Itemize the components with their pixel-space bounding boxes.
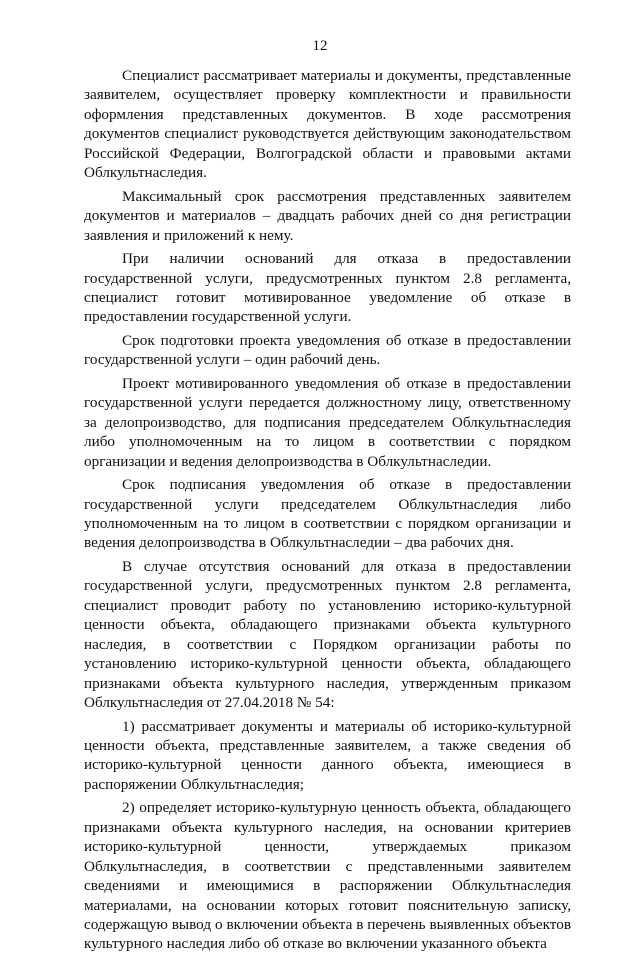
document-body [84,66,571,958]
paragraph: Срок подписания уведомления об отказе в предоставлении государственной услуги председателем Облкультнаследия либо уполномоченным на то лицом в соответствии с порядком организации и ведения делопроизводства в Облкультнаследии – два рабочих дня. [84,476,571,552]
paragraph: Проект мотивированного уведомления об отказе в предоставлении государственной услуги передается должностному лицу, ответственному за делопроизводство, для подписания председателем Облкультнаследия либо уполномоченным на то лицом в соответствии с порядком организации и ведения делопроизводства в Облкультнаследии. [84,374,571,470]
paragraph: В случае отсутствия оснований для отказа в предоставлении государственной услуги, предусмотренных пунктом 2.8 регламента, специалист проводит работу по установлению историко-культурной ценности объекта, обладающего признаками объекта культурного наследия, в соответствии с Порядком организации работы по установлению историко-культурной ценности объекта, обладающего признаками объекта культурного наследия, утвержденным приказом Облкультнаследия от 27.04.2018 № 54: [84,557,571,712]
paragraph: 1) рассматривает документы и материалы об историко-культурной ценности объекта, представленные заявителем, а также сведения об историко-культурной ценности данного объекта, имеющиеся в распоряжении Облкультнаследия; [84,717,571,793]
paragraph: При наличии оснований для отказа в предоставлении государственной услуги, предусмотренных пунктом 2.8 регламента, специалист готовит мотивированное уведомление об отказе в предоставлении государственной услуги. [84,250,571,326]
paragraph: Срок подготовки проекта уведомления об отказе в предоставлении государственной услуги – один рабочий день. [84,331,571,369]
page-number: 12 [312,38,328,54]
paragraph: Специалист рассматривает материалы и документы, представленные заявителем, осуществляет проверку комплектности и правильности оформления представленных документов. В ходе рассмотрения документов специалист руководствуется действующим законодательством Российской Федерации, Волгоградской области и правовыми актами Облкультнаследия. [84,67,571,182]
paragraph: 2) определяет историко-культурную ценность объекта, обладающего признаками объекта культурного наследия, на основании критериев историко-культурной ценности, утверждаемых приказом Облкультнаследия, в соответствии с представленными заявителем сведениями и имеющимися в распоряжении Облкультнаследия материалами, на основании которых готовит пояснительную записку, содержащую вывод о включении объекта в перечень выявленных объектов культурного наследия либо об отказе во включении указанного объекта [84,799,571,953]
paragraph: Максимальный срок рассмотрения представленных заявителем документов и материалов – двадцать рабочих дней со дня регистрации заявления и приложений к нему. [84,187,571,244]
